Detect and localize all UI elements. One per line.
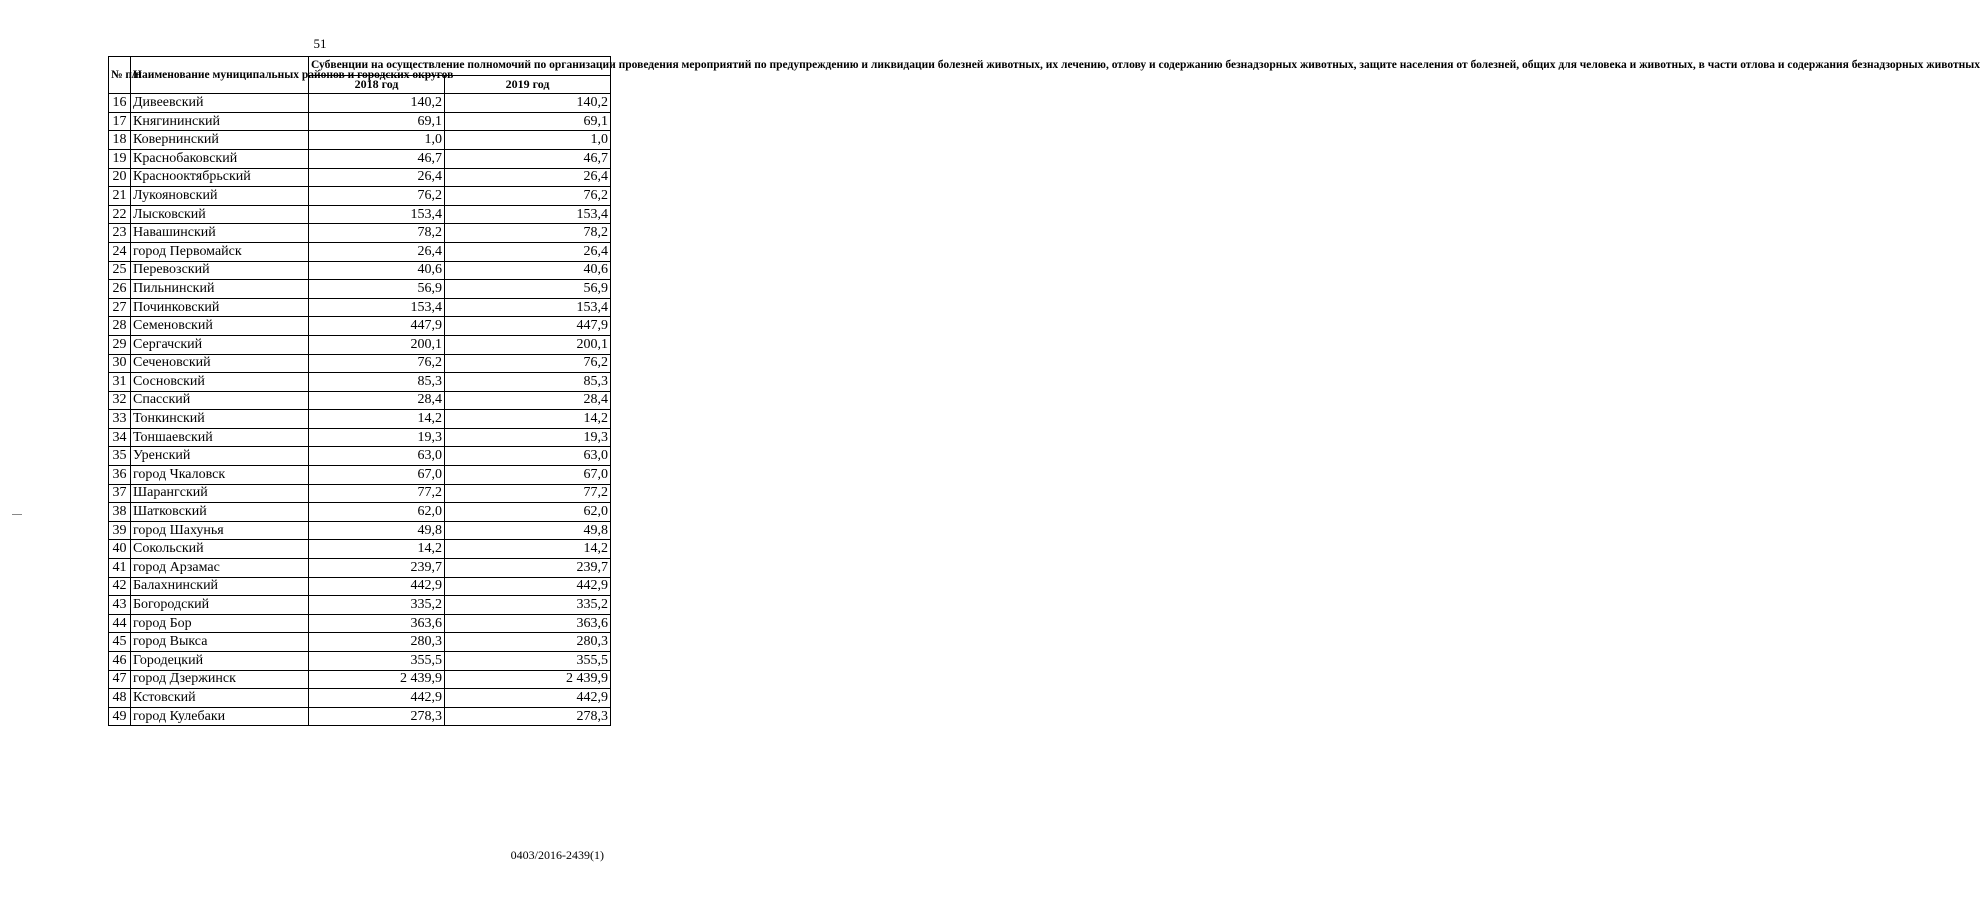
row-number: 24 xyxy=(109,242,131,261)
district-name: Шарангский xyxy=(131,484,309,503)
value-2018: 153,4 xyxy=(309,205,445,224)
row-number: 39 xyxy=(109,521,131,540)
table-row xyxy=(109,354,611,373)
value-2018: 76,2 xyxy=(309,354,445,373)
table-row xyxy=(109,149,611,168)
value-2018: 76,2 xyxy=(309,187,445,206)
district-name: Сеченовский xyxy=(131,354,309,373)
value-2018: 2 439,9 xyxy=(309,670,445,689)
table-row xyxy=(109,503,611,522)
table-row xyxy=(109,652,611,671)
district-name: Тонкинский xyxy=(131,410,309,429)
table-row xyxy=(109,373,611,392)
district-name: город Чкаловск xyxy=(131,466,309,485)
table-row xyxy=(109,131,611,150)
table-row xyxy=(109,205,611,224)
district-name: Ковернинский xyxy=(131,131,309,150)
value-2018: 335,2 xyxy=(309,596,445,615)
table-row xyxy=(109,317,611,336)
value-2019: 76,2 xyxy=(445,187,611,206)
value-2019: 1,0 xyxy=(445,131,611,150)
row-number: 21 xyxy=(109,187,131,206)
value-2018: 62,0 xyxy=(309,503,445,522)
table-row xyxy=(109,224,611,243)
value-2019: 26,4 xyxy=(445,242,611,261)
value-2019: 335,2 xyxy=(445,596,611,615)
value-2019: 28,4 xyxy=(445,391,611,410)
header-subvention: Субвенции на осуществление полномочий по организации проведения мероприятий по предупреждению и ликвидации болезней животных, их лечению, отлову и содержанию безнадзорных животных, защите населения от болезней, общих для человека и животных, в части отлова и содержания безнадзорных животных xyxy=(309,57,611,76)
value-2018: 69,1 xyxy=(309,112,445,131)
value-2018: 26,4 xyxy=(309,242,445,261)
value-2018: 63,0 xyxy=(309,447,445,466)
district-name: Лысковский xyxy=(131,205,309,224)
row-number: 45 xyxy=(109,633,131,652)
table-row xyxy=(109,521,611,540)
value-2018: 85,3 xyxy=(309,373,445,392)
value-2019: 447,9 xyxy=(445,317,611,336)
district-name: город Арзамас xyxy=(131,559,309,578)
value-2018: 447,9 xyxy=(309,317,445,336)
value-2018: 77,2 xyxy=(309,484,445,503)
value-2018: 56,9 xyxy=(309,280,445,299)
district-name: Шатковский xyxy=(131,503,309,522)
table-row xyxy=(109,187,611,206)
value-2019: 153,4 xyxy=(445,298,611,317)
value-2018: 49,8 xyxy=(309,521,445,540)
header-year-2018: 2018 год xyxy=(309,75,445,94)
value-2018: 19,3 xyxy=(309,428,445,447)
row-number: 23 xyxy=(109,224,131,243)
district-name: город Бор xyxy=(131,614,309,633)
value-2019: 2 439,9 xyxy=(445,670,611,689)
table-row xyxy=(109,707,611,726)
table-row xyxy=(109,280,611,299)
value-2018: 26,4 xyxy=(309,168,445,187)
table-row xyxy=(109,614,611,633)
district-name: Сергачский xyxy=(131,335,309,354)
row-number: 26 xyxy=(109,280,131,299)
district-name: город Дзержинск xyxy=(131,670,309,689)
district-name: Уренский xyxy=(131,447,309,466)
value-2019: 63,0 xyxy=(445,447,611,466)
table-row xyxy=(109,540,611,559)
row-number: 25 xyxy=(109,261,131,280)
district-name: Краснооктябрьский xyxy=(131,168,309,187)
value-2018: 442,9 xyxy=(309,577,445,596)
table-row xyxy=(109,410,611,429)
value-2019: 442,9 xyxy=(445,577,611,596)
district-name: Кстовский xyxy=(131,689,309,708)
district-name: Починковский xyxy=(131,298,309,317)
value-2018: 40,6 xyxy=(309,261,445,280)
district-name: Навашинский xyxy=(131,224,309,243)
table-row xyxy=(109,447,611,466)
district-name: Сосновский xyxy=(131,373,309,392)
row-number: 30 xyxy=(109,354,131,373)
district-name: Перевозский xyxy=(131,261,309,280)
row-number: 37 xyxy=(109,484,131,503)
value-2019: 40,6 xyxy=(445,261,611,280)
row-number: 33 xyxy=(109,410,131,429)
row-number: 46 xyxy=(109,652,131,671)
district-name: Княгининский xyxy=(131,112,309,131)
row-number: 22 xyxy=(109,205,131,224)
table-row xyxy=(109,633,611,652)
value-2019: 49,8 xyxy=(445,521,611,540)
table-row xyxy=(109,112,611,131)
table-body xyxy=(109,94,611,726)
value-2019: 78,2 xyxy=(445,224,611,243)
row-number: 40 xyxy=(109,540,131,559)
district-name: Спасский xyxy=(131,391,309,410)
row-number: 43 xyxy=(109,596,131,615)
value-2018: 442,9 xyxy=(309,689,445,708)
value-2019: 85,3 xyxy=(445,373,611,392)
value-2018: 200,1 xyxy=(309,335,445,354)
district-name: Пильнинский xyxy=(131,280,309,299)
value-2019: 442,9 xyxy=(445,689,611,708)
value-2019: 77,2 xyxy=(445,484,611,503)
value-2019: 355,5 xyxy=(445,652,611,671)
table-row xyxy=(109,261,611,280)
value-2019: 278,3 xyxy=(445,707,611,726)
district-name: Семеновский xyxy=(131,317,309,336)
table-row xyxy=(109,466,611,485)
header-year-2019: 2019 год xyxy=(445,75,611,94)
district-name: Богородский xyxy=(131,596,309,615)
district-name: Городецкий xyxy=(131,652,309,671)
table-row xyxy=(109,94,611,113)
value-2018: 363,6 xyxy=(309,614,445,633)
row-number: 18 xyxy=(109,131,131,150)
district-name: город Первомайск xyxy=(131,242,309,261)
row-number: 28 xyxy=(109,317,131,336)
value-2018: 46,7 xyxy=(309,149,445,168)
district-name: город Шахунья xyxy=(131,521,309,540)
row-number: 36 xyxy=(109,466,131,485)
value-2019: 239,7 xyxy=(445,559,611,578)
value-2018: 355,5 xyxy=(309,652,445,671)
margin-mark xyxy=(12,514,22,515)
district-name: Краснобаковский xyxy=(131,149,309,168)
page-number: 51 xyxy=(313,36,327,51)
row-number: 35 xyxy=(109,447,131,466)
value-2018: 278,3 xyxy=(309,707,445,726)
row-number: 16 xyxy=(109,94,131,113)
value-2018: 14,2 xyxy=(309,410,445,429)
table-row xyxy=(109,596,611,615)
row-number: 32 xyxy=(109,391,131,410)
row-number: 48 xyxy=(109,689,131,708)
row-number: 47 xyxy=(109,670,131,689)
row-number: 17 xyxy=(109,112,131,131)
value-2019: 200,1 xyxy=(445,335,611,354)
value-2019: 14,2 xyxy=(445,540,611,559)
value-2019: 26,4 xyxy=(445,168,611,187)
row-number: 19 xyxy=(109,149,131,168)
row-number: 38 xyxy=(109,503,131,522)
table-row xyxy=(109,689,611,708)
value-2019: 153,4 xyxy=(445,205,611,224)
row-number: 34 xyxy=(109,428,131,447)
value-2018: 280,3 xyxy=(309,633,445,652)
value-2018: 140,2 xyxy=(309,94,445,113)
value-2019: 140,2 xyxy=(445,94,611,113)
value-2019: 46,7 xyxy=(445,149,611,168)
value-2019: 62,0 xyxy=(445,503,611,522)
value-2019: 280,3 xyxy=(445,633,611,652)
row-number: 41 xyxy=(109,559,131,578)
table-row xyxy=(109,670,611,689)
table-row xyxy=(109,559,611,578)
value-2018: 67,0 xyxy=(309,466,445,485)
row-number: 42 xyxy=(109,577,131,596)
value-2018: 78,2 xyxy=(309,224,445,243)
value-2019: 69,1 xyxy=(445,112,611,131)
row-number: 44 xyxy=(109,614,131,633)
row-number: 20 xyxy=(109,168,131,187)
district-name: Сокольский xyxy=(131,540,309,559)
value-2019: 19,3 xyxy=(445,428,611,447)
document-code: 0403/2016-2439(1) xyxy=(510,848,604,862)
value-2019: 363,6 xyxy=(445,614,611,633)
value-2018: 28,4 xyxy=(309,391,445,410)
district-name: Лукояновский xyxy=(131,187,309,206)
table-row xyxy=(109,298,611,317)
table-row xyxy=(109,335,611,354)
table-row xyxy=(109,484,611,503)
table-row xyxy=(109,391,611,410)
value-2019: 76,2 xyxy=(445,354,611,373)
table-row xyxy=(109,577,611,596)
value-2018: 239,7 xyxy=(309,559,445,578)
value-2018: 1,0 xyxy=(309,131,445,150)
value-2018: 14,2 xyxy=(309,540,445,559)
district-name: город Кулебаки xyxy=(131,707,309,726)
row-number: 31 xyxy=(109,373,131,392)
value-2019: 56,9 xyxy=(445,280,611,299)
subvention-table xyxy=(108,56,1980,726)
table-row xyxy=(109,242,611,261)
row-number: 27 xyxy=(109,298,131,317)
header-number: № п/п xyxy=(109,57,131,94)
row-number: 49 xyxy=(109,707,131,726)
table-row xyxy=(109,428,611,447)
district-name: Дивеевский xyxy=(131,94,309,113)
value-2019: 67,0 xyxy=(445,466,611,485)
district-name: город Выкса xyxy=(131,633,309,652)
value-2019: 14,2 xyxy=(445,410,611,429)
value-2018: 153,4 xyxy=(309,298,445,317)
district-name: Балахнинский xyxy=(131,577,309,596)
header-name: Наименование муниципальных районов и городских округов xyxy=(131,57,309,94)
district-name: Тоншаевский xyxy=(131,428,309,447)
table-row xyxy=(109,168,611,187)
row-number: 29 xyxy=(109,335,131,354)
